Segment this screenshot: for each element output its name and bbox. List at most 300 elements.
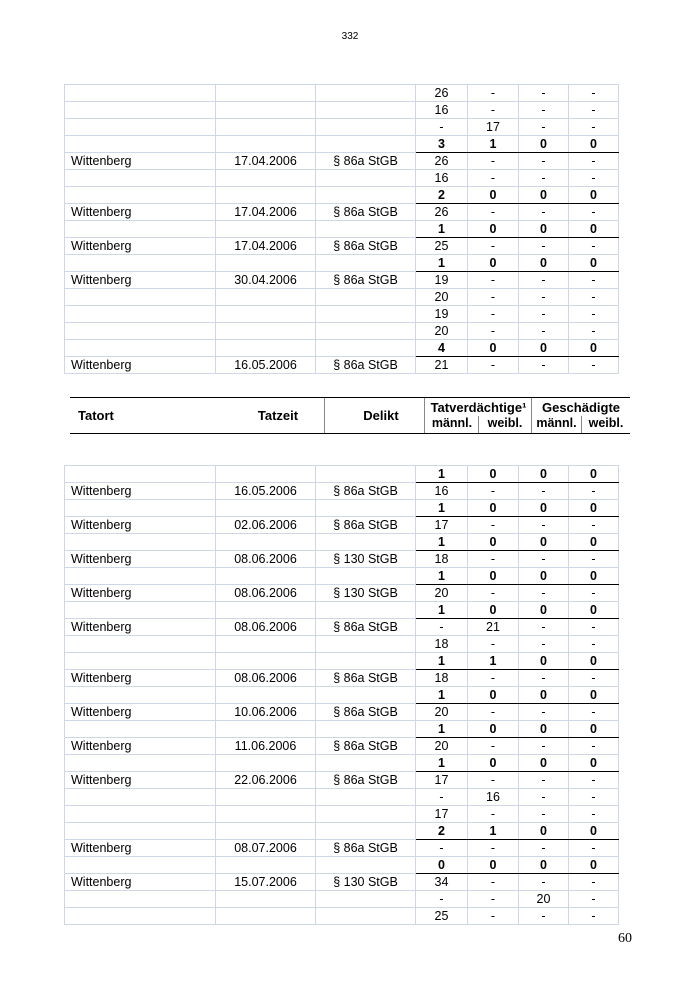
cell-gs-weiblich: -: [569, 85, 619, 102]
table-row: [65, 789, 619, 806]
cell-delikt: [316, 323, 416, 340]
cell-tv-maennlich: 25: [416, 908, 468, 925]
cell-delikt: [316, 221, 416, 238]
cell-tatort: Wittenberg: [65, 585, 216, 602]
cell-tv-weiblich: -: [468, 806, 519, 823]
cell-gs-weiblich: -: [569, 891, 619, 908]
cell-delikt: § 86a StGB: [316, 704, 416, 721]
cell-delikt: [316, 653, 416, 670]
cell-tv-maennlich: 34: [416, 874, 468, 891]
cell-tatort: Wittenberg: [65, 153, 216, 170]
cell-tv-maennlich: 0: [416, 857, 468, 874]
cell-tatort: [65, 602, 216, 619]
cell-gs-weiblich: 0: [569, 602, 619, 619]
cell-tatort: [65, 102, 216, 119]
cell-delikt: § 86a StGB: [316, 204, 416, 221]
cell-delikt: [316, 908, 416, 925]
cell-tatort: Wittenberg: [65, 517, 216, 534]
cell-gs-weiblich: 0: [569, 823, 619, 840]
cell-gs-maennlich: -: [519, 874, 569, 891]
cell-delikt: [316, 102, 416, 119]
cell-tv-maennlich: 21: [416, 357, 468, 374]
cell-tatzeit: [216, 908, 316, 925]
cell-gs-weiblich: -: [569, 204, 619, 221]
cell-tatzeit: 17.04.2006: [216, 204, 316, 221]
cell-tatort: Wittenberg: [65, 704, 216, 721]
cell-tv-maennlich: 18: [416, 636, 468, 653]
cell-tv-weiblich: 0: [468, 221, 519, 238]
cell-tv-maennlich: 20: [416, 289, 468, 306]
cell-tv-weiblich: -: [468, 306, 519, 323]
cell-gs-weiblich: -: [569, 119, 619, 136]
cell-tatzeit: 16.05.2006: [216, 357, 316, 374]
cell-gs-maennlich: -: [519, 517, 569, 534]
cell-tatort: [65, 221, 216, 238]
cell-gs-maennlich: -: [519, 102, 569, 119]
cell-tv-weiblich: -: [468, 908, 519, 925]
cell-gs-maennlich: 0: [519, 136, 569, 153]
cell-gs-weiblich: 0: [569, 653, 619, 670]
cell-gs-weiblich: -: [569, 908, 619, 925]
cell-gs-weiblich: -: [569, 704, 619, 721]
cell-tv-weiblich: -: [468, 585, 519, 602]
cell-gs-maennlich: -: [519, 636, 569, 653]
cell-tatzeit: [216, 466, 316, 483]
cell-tv-weiblich: -: [468, 272, 519, 289]
cell-tv-maennlich: 1: [416, 755, 468, 772]
cell-tatzeit: [216, 789, 316, 806]
cell-gs-weiblich: 0: [569, 340, 619, 357]
cell-delikt: [316, 340, 416, 357]
cell-delikt: [316, 136, 416, 153]
cell-delikt: § 86a StGB: [316, 153, 416, 170]
cell-tatzeit: 22.06.2006: [216, 772, 316, 789]
cell-tv-weiblich: -: [468, 636, 519, 653]
cell-gs-weiblich: 0: [569, 466, 619, 483]
cell-tatzeit: [216, 119, 316, 136]
cell-tv-maennlich: 3: [416, 136, 468, 153]
table-row: [65, 102, 619, 119]
cell-gs-weiblich: -: [569, 289, 619, 306]
cell-tatort: [65, 85, 216, 102]
cell-tatort: [65, 687, 216, 704]
cell-delikt: [316, 857, 416, 874]
cell-tatzeit: [216, 568, 316, 585]
cell-tatort: [65, 170, 216, 187]
cell-gs-weiblich: 0: [569, 255, 619, 272]
cell-tv-maennlich: 1: [416, 602, 468, 619]
header-gs-maennlich: männl.: [536, 416, 577, 430]
cell-tatort: Wittenberg: [65, 772, 216, 789]
page-number-top: 332: [341, 31, 359, 42]
cell-delikt: [316, 534, 416, 551]
cell-tv-weiblich: -: [468, 289, 519, 306]
cell-delikt: § 130 StGB: [316, 874, 416, 891]
cell-tatort: [65, 857, 216, 874]
cell-tatort: [65, 500, 216, 517]
cell-tv-maennlich: 1: [416, 721, 468, 738]
cell-gs-maennlich: 0: [519, 500, 569, 517]
cell-tv-weiblich: 0: [468, 602, 519, 619]
cell-gs-maennlich: -: [519, 204, 569, 221]
cell-tv-weiblich: 0: [468, 340, 519, 357]
cell-gs-weiblich: -: [569, 170, 619, 187]
cell-tatzeit: [216, 602, 316, 619]
cell-delikt: [316, 170, 416, 187]
cell-tatzeit: [216, 891, 316, 908]
header-tatzeit: Tatzeit: [257, 408, 299, 423]
cell-tatort: [65, 755, 216, 772]
cell-tv-maennlich: 16: [416, 170, 468, 187]
table-row: [65, 619, 619, 636]
cell-tatort: [65, 636, 216, 653]
cell-gs-maennlich: -: [519, 289, 569, 306]
cell-delikt: § 130 StGB: [316, 551, 416, 568]
cell-tatzeit: [216, 340, 316, 357]
cell-tv-weiblich: -: [468, 238, 519, 255]
cell-tatort: [65, 721, 216, 738]
cell-delikt: § 86a StGB: [316, 238, 416, 255]
table-row-total: [65, 136, 619, 153]
table-row: [65, 704, 619, 721]
cell-tv-maennlich: 19: [416, 306, 468, 323]
cell-gs-maennlich: -: [519, 153, 569, 170]
cell-tv-weiblich: 0: [468, 255, 519, 272]
cell-tatzeit: 17.04.2006: [216, 238, 316, 255]
cell-gs-weiblich: 0: [569, 221, 619, 238]
header-tatverdaechtige: Tatverdächtige¹: [430, 400, 527, 415]
cell-gs-maennlich: -: [519, 772, 569, 789]
cell-delikt: § 86a StGB: [316, 840, 416, 857]
cell-delikt: [316, 636, 416, 653]
cell-gs-weiblich: -: [569, 306, 619, 323]
cell-tatzeit: [216, 289, 316, 306]
cell-gs-weiblich: -: [569, 483, 619, 500]
cell-tatzeit: [216, 323, 316, 340]
cell-tv-weiblich: 0: [468, 568, 519, 585]
cell-tv-weiblich: -: [468, 891, 519, 908]
cell-tatzeit: [216, 534, 316, 551]
cell-tv-weiblich: 0: [468, 534, 519, 551]
cell-tv-weiblich: -: [468, 874, 519, 891]
table-row: [65, 738, 619, 755]
cell-delikt: [316, 466, 416, 483]
cell-gs-weiblich: -: [569, 238, 619, 255]
cell-gs-weiblich: -: [569, 806, 619, 823]
cell-tatort: Wittenberg: [65, 483, 216, 500]
cell-gs-weiblich: 0: [569, 187, 619, 204]
cell-tatzeit: 02.06.2006: [216, 517, 316, 534]
table-row: [65, 323, 619, 340]
cell-tv-maennlich: -: [416, 619, 468, 636]
table-row: [65, 840, 619, 857]
incident-table-top: [64, 84, 619, 374]
cell-tatort: [65, 891, 216, 908]
table-row-total: [65, 568, 619, 585]
cell-delikt: [316, 85, 416, 102]
cell-tv-weiblich: -: [468, 323, 519, 340]
cell-tatort: [65, 534, 216, 551]
cell-tv-weiblich: -: [468, 738, 519, 755]
cell-tv-weiblich: 0: [468, 500, 519, 517]
cell-tatzeit: [216, 136, 316, 153]
cell-tatzeit: [216, 755, 316, 772]
cell-gs-maennlich: -: [519, 806, 569, 823]
cell-gs-weiblich: -: [569, 772, 619, 789]
cell-tv-maennlich: 1: [416, 466, 468, 483]
cell-tv-weiblich: 0: [468, 755, 519, 772]
cell-tatort: [65, 823, 216, 840]
table-row: [65, 551, 619, 568]
table-row-total: [65, 653, 619, 670]
cell-gs-weiblich: 0: [569, 534, 619, 551]
cell-gs-weiblich: -: [569, 738, 619, 755]
cell-tatzeit: 16.05.2006: [216, 483, 316, 500]
cell-tv-maennlich: 1: [416, 500, 468, 517]
cell-gs-maennlich: 0: [519, 823, 569, 840]
header-delikt: Delikt: [363, 408, 399, 423]
cell-tatort: Wittenberg: [65, 874, 216, 891]
cell-delikt: [316, 306, 416, 323]
cell-delikt: [316, 891, 416, 908]
table-row-total: [65, 500, 619, 517]
cell-gs-maennlich: -: [519, 306, 569, 323]
table-row: [65, 806, 619, 823]
cell-tatzeit: [216, 500, 316, 517]
cell-gs-maennlich: -: [519, 670, 569, 687]
cell-gs-weiblich: -: [569, 874, 619, 891]
cell-tv-maennlich: -: [416, 891, 468, 908]
cell-tatzeit: 08.06.2006: [216, 551, 316, 568]
table-row: [65, 517, 619, 534]
cell-tv-maennlich: 2: [416, 187, 468, 204]
cell-tv-weiblich: -: [468, 357, 519, 374]
cell-gs-weiblich: 0: [569, 568, 619, 585]
table-row: [65, 238, 619, 255]
cell-tatzeit: 11.06.2006: [216, 738, 316, 755]
cell-tatort: [65, 789, 216, 806]
header-tv-weiblich: weibl.: [487, 416, 523, 430]
cell-gs-weiblich: -: [569, 357, 619, 374]
cell-gs-weiblich: -: [569, 102, 619, 119]
cell-gs-maennlich: -: [519, 738, 569, 755]
cell-tv-weiblich: -: [468, 551, 519, 568]
table-row-total: [65, 755, 619, 772]
cell-tv-weiblich: 0: [468, 466, 519, 483]
table-row-total: [65, 187, 619, 204]
table-row-total: [65, 721, 619, 738]
table-row-total: [65, 466, 619, 483]
cell-tv-weiblich: -: [468, 170, 519, 187]
cell-gs-maennlich: 0: [519, 466, 569, 483]
cell-gs-maennlich: 20: [519, 891, 569, 908]
cell-delikt: § 86a StGB: [316, 272, 416, 289]
cell-tv-weiblich: -: [468, 840, 519, 857]
cell-delikt: § 86a StGB: [316, 670, 416, 687]
cell-tatzeit: 10.06.2006: [216, 704, 316, 721]
cell-gs-weiblich: -: [569, 619, 619, 636]
cell-tv-maennlich: 2: [416, 823, 468, 840]
cell-tatzeit: [216, 721, 316, 738]
cell-gs-weiblich: -: [569, 153, 619, 170]
cell-gs-maennlich: -: [519, 170, 569, 187]
cell-tatort: Wittenberg: [65, 840, 216, 857]
cell-tatort: [65, 908, 216, 925]
cell-gs-weiblich: -: [569, 789, 619, 806]
cell-tv-maennlich: 26: [416, 153, 468, 170]
cell-tv-maennlich: 19: [416, 272, 468, 289]
cell-tv-maennlich: 1: [416, 255, 468, 272]
cell-tatort: Wittenberg: [65, 738, 216, 755]
cell-tv-maennlich: 26: [416, 204, 468, 221]
cell-tatzeit: 08.07.2006: [216, 840, 316, 857]
cell-tv-maennlich: -: [416, 840, 468, 857]
cell-tv-maennlich: 4: [416, 340, 468, 357]
cell-tv-weiblich: 0: [468, 187, 519, 204]
cell-gs-weiblich: -: [569, 551, 619, 568]
cell-tv-maennlich: 20: [416, 704, 468, 721]
cell-gs-maennlich: -: [519, 323, 569, 340]
cell-tv-weiblich: 1: [468, 653, 519, 670]
cell-delikt: § 86a StGB: [316, 517, 416, 534]
cell-gs-maennlich: 0: [519, 687, 569, 704]
cell-tv-weiblich: -: [468, 153, 519, 170]
header-tatort: Tatort: [78, 408, 114, 423]
cell-delikt: [316, 255, 416, 272]
cell-delikt: § 130 StGB: [316, 585, 416, 602]
cell-tv-maennlich: 18: [416, 551, 468, 568]
page-number-bottom: 60: [618, 931, 632, 946]
cell-tv-maennlich: 20: [416, 585, 468, 602]
cell-tv-maennlich: 20: [416, 738, 468, 755]
cell-delikt: [316, 687, 416, 704]
cell-gs-maennlich: 0: [519, 653, 569, 670]
table-row-total: [65, 687, 619, 704]
cell-tv-weiblich: 17: [468, 119, 519, 136]
cell-tv-weiblich: -: [468, 517, 519, 534]
cell-tv-weiblich: 16: [468, 789, 519, 806]
cell-gs-maennlich: -: [519, 551, 569, 568]
cell-tv-maennlich: 17: [416, 517, 468, 534]
cell-gs-maennlich: -: [519, 619, 569, 636]
cell-tv-maennlich: 20: [416, 323, 468, 340]
cell-tatort: Wittenberg: [65, 272, 216, 289]
cell-gs-maennlich: -: [519, 789, 569, 806]
table-row: [65, 585, 619, 602]
cell-gs-maennlich: -: [519, 908, 569, 925]
cell-tatort: [65, 255, 216, 272]
cell-tv-maennlich: 17: [416, 806, 468, 823]
cell-gs-weiblich: 0: [569, 721, 619, 738]
cell-tv-maennlich: 1: [416, 221, 468, 238]
cell-tatort: Wittenberg: [65, 204, 216, 221]
cell-gs-maennlich: -: [519, 840, 569, 857]
cell-tv-weiblich: 1: [468, 823, 519, 840]
table-row: [65, 204, 619, 221]
cell-tatzeit: [216, 806, 316, 823]
cell-tv-maennlich: 16: [416, 483, 468, 500]
cell-tatort: [65, 187, 216, 204]
table-row: [65, 357, 619, 374]
table-row: [65, 306, 619, 323]
cell-tatort: [65, 306, 216, 323]
cell-tatzeit: [216, 170, 316, 187]
cell-tv-maennlich: 26: [416, 85, 468, 102]
cell-delikt: [316, 755, 416, 772]
cell-delikt: § 86a StGB: [316, 483, 416, 500]
cell-tatort: [65, 119, 216, 136]
table-row: [65, 272, 619, 289]
cell-delikt: [316, 119, 416, 136]
cell-tv-weiblich: 1: [468, 136, 519, 153]
cell-tv-weiblich: -: [468, 483, 519, 500]
table-row: [65, 483, 619, 500]
header-geschaedigte: Geschädigte: [541, 400, 621, 415]
cell-tv-weiblich: -: [468, 772, 519, 789]
cell-tatzeit: [216, 857, 316, 874]
table-row-total: [65, 340, 619, 357]
cell-tatzeit: [216, 102, 316, 119]
cell-tatzeit: [216, 823, 316, 840]
cell-gs-maennlich: -: [519, 483, 569, 500]
cell-tatort: [65, 806, 216, 823]
cell-tv-weiblich: 0: [468, 857, 519, 874]
cell-gs-maennlich: 0: [519, 221, 569, 238]
cell-gs-weiblich: -: [569, 585, 619, 602]
header-divider: [424, 398, 425, 433]
table-row: [65, 636, 619, 653]
cell-delikt: [316, 289, 416, 306]
cell-gs-maennlich: -: [519, 357, 569, 374]
incident-table-bottom: [64, 465, 619, 925]
cell-gs-maennlich: 0: [519, 721, 569, 738]
cell-gs-maennlich: -: [519, 704, 569, 721]
cell-gs-maennlich: -: [519, 272, 569, 289]
table-row: [65, 908, 619, 925]
cell-tatzeit: 08.06.2006: [216, 670, 316, 687]
cell-gs-maennlich: -: [519, 238, 569, 255]
cell-gs-weiblich: -: [569, 636, 619, 653]
cell-tatort: [65, 289, 216, 306]
table-row: [65, 891, 619, 908]
table-row-total: [65, 602, 619, 619]
cell-delikt: § 86a StGB: [316, 772, 416, 789]
header-gs-weiblich: weibl.: [588, 416, 624, 430]
cell-delikt: [316, 602, 416, 619]
cell-tatort: Wittenberg: [65, 357, 216, 374]
table-row: [65, 119, 619, 136]
table-row: [65, 670, 619, 687]
cell-tatort: [65, 323, 216, 340]
table-row-total: [65, 221, 619, 238]
cell-tv-maennlich: 1: [416, 653, 468, 670]
cell-tv-weiblich: 21: [468, 619, 519, 636]
cell-gs-weiblich: 0: [569, 500, 619, 517]
table-row: [65, 772, 619, 789]
table-row: [65, 289, 619, 306]
cell-gs-weiblich: 0: [569, 687, 619, 704]
table-row-total: [65, 255, 619, 272]
column-header: [70, 397, 630, 434]
cell-delikt: [316, 806, 416, 823]
table-row-total: [65, 823, 619, 840]
cell-tatort: [65, 136, 216, 153]
cell-tatzeit: [216, 187, 316, 204]
cell-tv-maennlich: -: [416, 789, 468, 806]
cell-tv-weiblich: -: [468, 704, 519, 721]
cell-delikt: [316, 721, 416, 738]
cell-tatort: Wittenberg: [65, 551, 216, 568]
